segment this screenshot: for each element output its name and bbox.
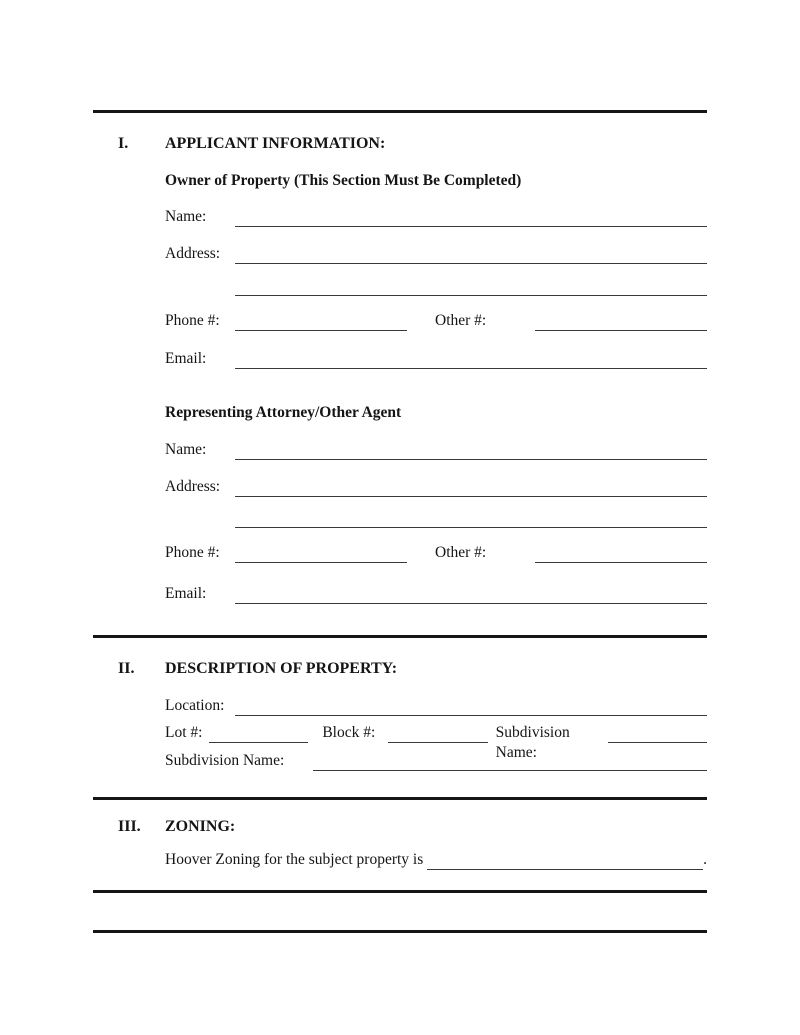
agent-phone-label: Phone #:	[165, 544, 220, 561]
agent-address-line1-input[interactable]	[235, 477, 707, 497]
owner-name-row	[93, 207, 707, 227]
agent-name-row	[93, 440, 707, 460]
owner-phone-row	[93, 311, 707, 331]
section-1-heading	[93, 135, 707, 153]
owner-email-row	[93, 349, 707, 369]
lot-label: Lot #:	[165, 724, 203, 741]
subdivision-row	[93, 751, 707, 771]
lot-input[interactable]	[209, 723, 308, 743]
agent-email-label: Email:	[165, 585, 207, 602]
form-content	[0, 110, 800, 933]
section-1-numeral: I.	[118, 135, 129, 152]
owner-other-input[interactable]	[535, 311, 707, 331]
owner-phone-input[interactable]	[235, 311, 407, 331]
agent-address-row	[93, 477, 707, 497]
section-1-title: APPLICANT INFORMATION:	[165, 135, 386, 152]
agent-email-row	[93, 584, 707, 604]
section-3-numeral: III.	[118, 818, 141, 835]
owner-other-label: Other #:	[435, 312, 487, 329]
agent-phone-input[interactable]	[235, 543, 407, 563]
agent-address-line2-input[interactable]	[235, 508, 707, 528]
owner-address-row-2	[93, 276, 707, 296]
owner-phone-label: Phone #:	[165, 312, 220, 329]
owner-address-line2-input[interactable]	[235, 276, 707, 296]
agent-address-label: Address:	[165, 478, 221, 495]
zoning-sentence-period: .	[703, 851, 707, 868]
zoning-input[interactable]	[427, 850, 703, 870]
agent-phone-row	[93, 543, 707, 563]
subdivision-inline-label: Subdivision Name:	[495, 724, 570, 761]
zoning-sentence-row	[93, 850, 707, 870]
owner-address-line1-input[interactable]	[235, 244, 707, 264]
owner-name-label: Name:	[165, 208, 207, 225]
zoning-sentence-text: Hoover Zoning for the subject property is	[165, 851, 424, 868]
owner-address-label: Address:	[165, 245, 221, 262]
section-2-numeral: II.	[118, 660, 135, 677]
location-input[interactable]	[235, 696, 707, 716]
block-label: Block #:	[322, 724, 376, 741]
location-row	[93, 696, 707, 716]
divider-section-2	[93, 635, 707, 638]
divider-section-3	[93, 797, 707, 800]
agent-name-label: Name:	[165, 441, 207, 458]
subdivision-label: Subdivision Name:	[165, 752, 285, 769]
section-3-title: ZONING:	[165, 818, 236, 835]
owner-email-label: Email:	[165, 350, 207, 367]
agent-name-input[interactable]	[235, 440, 707, 460]
agent-subheading: Representing Attorney/Other Agent	[165, 404, 402, 421]
agent-other-input[interactable]	[535, 543, 707, 563]
subdivision-input[interactable]	[313, 751, 707, 771]
divider-top	[93, 110, 707, 113]
owner-address-row	[93, 244, 707, 264]
agent-other-label: Other #:	[435, 544, 487, 561]
agent-address-row-2	[93, 508, 707, 528]
agent-email-input[interactable]	[235, 584, 707, 604]
section-2-title: DESCRIPTION OF PROPERTY:	[165, 660, 398, 677]
section-3-heading	[93, 818, 707, 836]
owner-name-input[interactable]	[235, 207, 707, 227]
lot-block-subdivision-row	[93, 723, 707, 761]
owner-email-input[interactable]	[235, 349, 707, 369]
block-input[interactable]	[388, 723, 487, 743]
divider-bottom-1	[93, 890, 707, 893]
subdivision-inline-input[interactable]	[608, 723, 707, 743]
owner-subheading: Owner of Property (This Section Must Be Completed)	[165, 172, 522, 189]
divider-bottom-2	[93, 930, 707, 933]
location-label: Location:	[165, 697, 225, 714]
section-2-heading	[93, 660, 707, 678]
